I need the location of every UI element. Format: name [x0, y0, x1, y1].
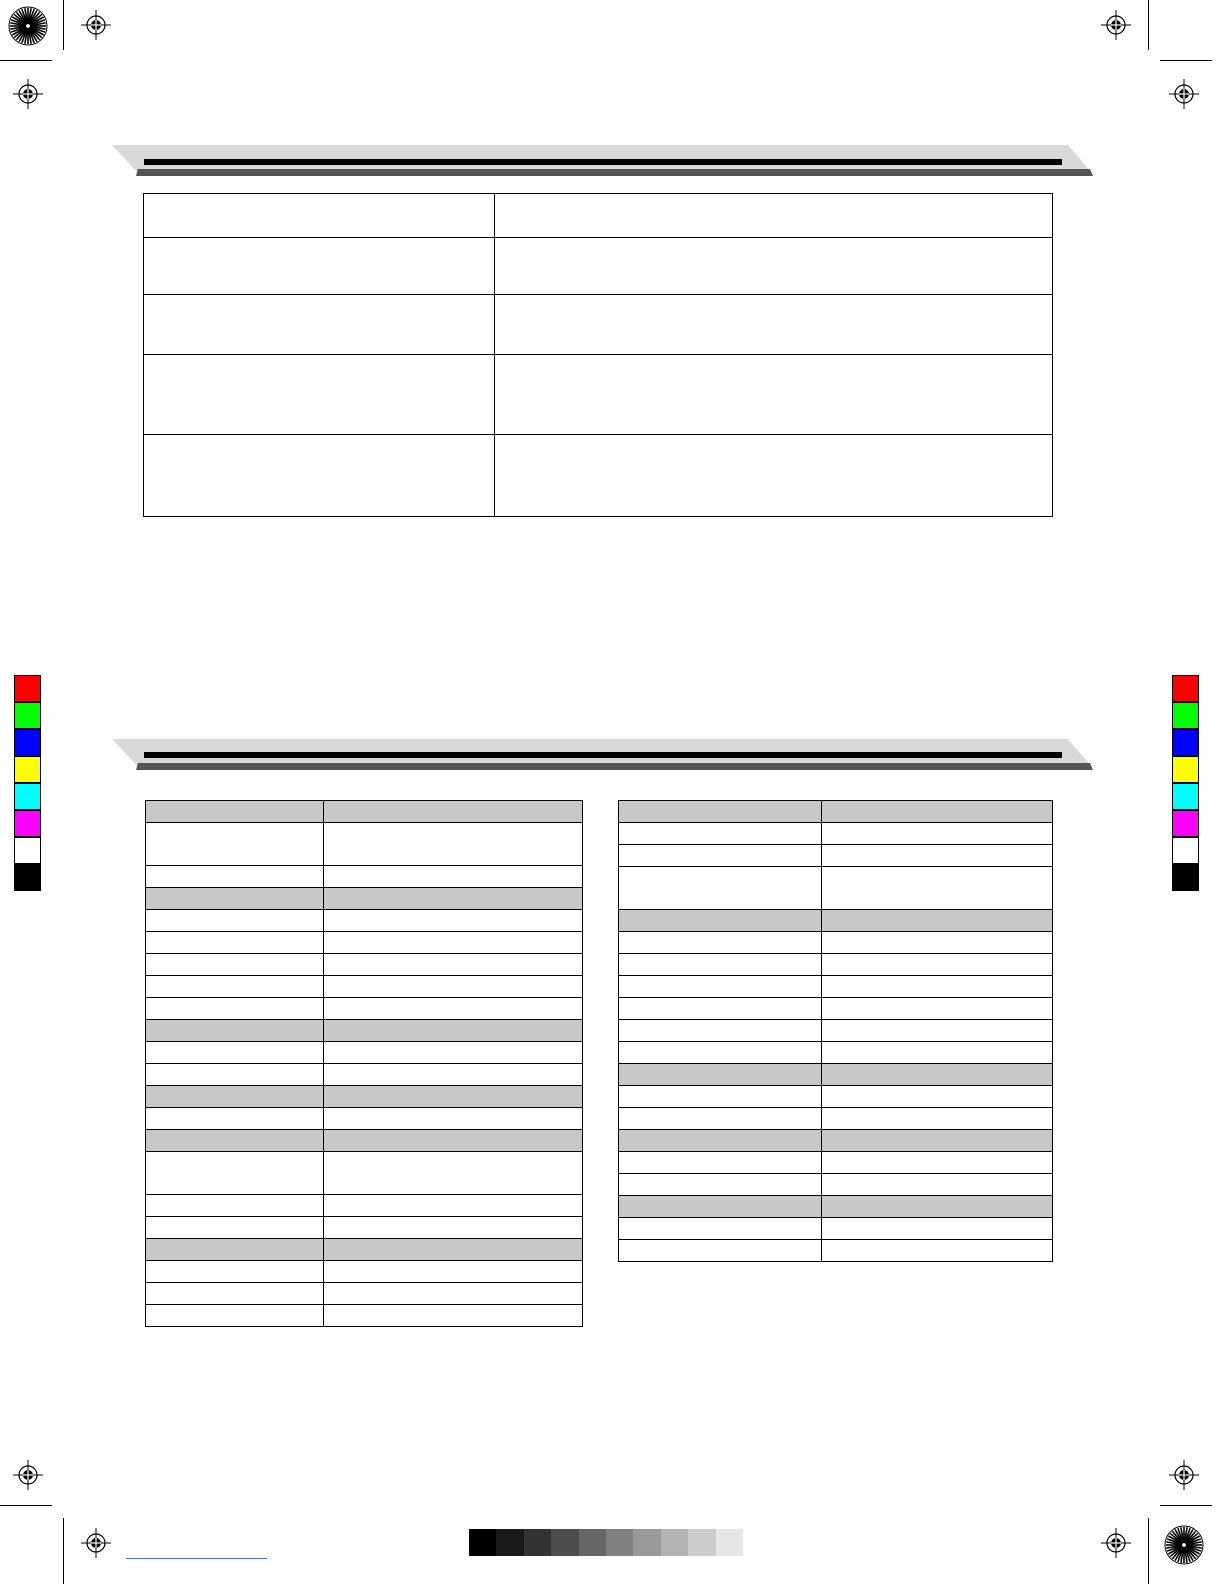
grayscale-wedge [469, 1529, 743, 1556]
section-row [619, 1064, 1053, 1086]
color-swatch [14, 810, 41, 837]
crop-mark [1160, 1505, 1212, 1506]
color-swatch [1172, 783, 1199, 810]
crop-mark [1148, 1518, 1149, 1584]
color-swatch [14, 675, 41, 702]
spec-table-right [618, 800, 1053, 1262]
crosshair-registration-icon [1101, 10, 1131, 40]
starburst-registration-icon [8, 6, 48, 46]
crop-mark [1148, 0, 1149, 50]
table-row [619, 1152, 1053, 1174]
crop-mark [1160, 60, 1212, 61]
color-swatch [1172, 729, 1199, 756]
gray-step [551, 1529, 578, 1556]
table-row [146, 866, 583, 888]
section-row [619, 910, 1053, 932]
color-swatch [14, 756, 41, 783]
color-swatch [14, 864, 41, 891]
table-row [619, 1174, 1053, 1196]
table-row [619, 998, 1053, 1020]
problem-cell [144, 435, 495, 517]
footer-rule [126, 1558, 267, 1559]
table-row [146, 998, 583, 1020]
color-swatch [14, 729, 41, 756]
table-row [619, 1042, 1053, 1064]
problem-cell [144, 295, 495, 355]
table-row [144, 355, 1053, 435]
cause-cell [495, 355, 1053, 435]
table-row [619, 932, 1053, 954]
table-row [144, 295, 1053, 355]
color-swatch [1172, 675, 1199, 702]
table-row [146, 1217, 583, 1239]
table-row [146, 1108, 583, 1130]
crosshair-registration-icon [1169, 79, 1199, 109]
gray-step [496, 1529, 523, 1556]
table-row [619, 1240, 1053, 1262]
table-header-row [146, 801, 583, 823]
color-swatch [1172, 810, 1199, 837]
table-row [146, 1261, 583, 1283]
problem-cell [144, 355, 495, 435]
table-row [144, 194, 1053, 238]
cause-cell [495, 238, 1053, 295]
cause-cell [495, 435, 1053, 517]
table-row [146, 1064, 583, 1086]
gray-step [579, 1529, 606, 1556]
crosshair-registration-icon [1101, 1528, 1131, 1558]
table-row [619, 867, 1053, 910]
gray-step [716, 1529, 743, 1556]
crop-mark [63, 0, 64, 50]
table-row [146, 910, 583, 932]
color-swatch [1172, 837, 1199, 864]
table-row [619, 1218, 1053, 1240]
crosshair-registration-icon [1169, 1460, 1199, 1490]
color-swatch [14, 837, 41, 864]
table-row [144, 238, 1053, 295]
crop-mark [0, 1505, 52, 1506]
table-row [146, 954, 583, 976]
crosshair-registration-icon [81, 10, 111, 40]
gray-step [524, 1529, 551, 1556]
table-row [146, 1305, 583, 1327]
color-calibration-bar [14, 675, 41, 891]
section-row [619, 1196, 1053, 1218]
crosshair-registration-icon [13, 79, 43, 109]
gray-step [469, 1529, 496, 1556]
gray-step [633, 1529, 660, 1556]
gray-step [661, 1529, 688, 1556]
table-row [146, 976, 583, 998]
crosshair-registration-icon [13, 1460, 43, 1490]
section-row [146, 1086, 583, 1108]
table-row [619, 845, 1053, 867]
table-row [619, 954, 1053, 976]
table-row [146, 1283, 583, 1305]
section-header-banner [112, 145, 1094, 177]
table-row [146, 932, 583, 954]
troubleshooting-table [143, 193, 1053, 517]
cause-cell [495, 194, 1053, 238]
problem-cell [144, 238, 495, 295]
crosshair-registration-icon [81, 1528, 111, 1558]
section-row [146, 888, 583, 910]
color-swatch [1172, 864, 1199, 891]
starburst-registration-icon [1164, 1525, 1204, 1565]
color-swatch [14, 702, 41, 729]
cause-cell [495, 295, 1053, 355]
color-swatch [1172, 702, 1199, 729]
table-row [619, 1020, 1053, 1042]
section-row [619, 1130, 1053, 1152]
table-row [146, 823, 583, 866]
crop-mark [0, 60, 52, 61]
section-header-banner [112, 739, 1094, 771]
table-row [146, 1152, 583, 1195]
table-row [619, 1108, 1053, 1130]
color-calibration-bar [1172, 675, 1199, 891]
table-row [619, 823, 1053, 845]
crop-mark [63, 1518, 64, 1584]
table-row [146, 1195, 583, 1217]
gray-step [688, 1529, 715, 1556]
table-row [144, 435, 1053, 517]
table-row [619, 1086, 1053, 1108]
color-swatch [14, 783, 41, 810]
table-header-row [619, 801, 1053, 823]
table-row [619, 976, 1053, 998]
spec-table-left [145, 800, 583, 1327]
section-row [146, 1020, 583, 1042]
color-swatch [1172, 756, 1199, 783]
section-row [146, 1239, 583, 1261]
gray-step [606, 1529, 633, 1556]
section-row [146, 1130, 583, 1152]
table-row [146, 1042, 583, 1064]
problem-cell [144, 194, 495, 238]
